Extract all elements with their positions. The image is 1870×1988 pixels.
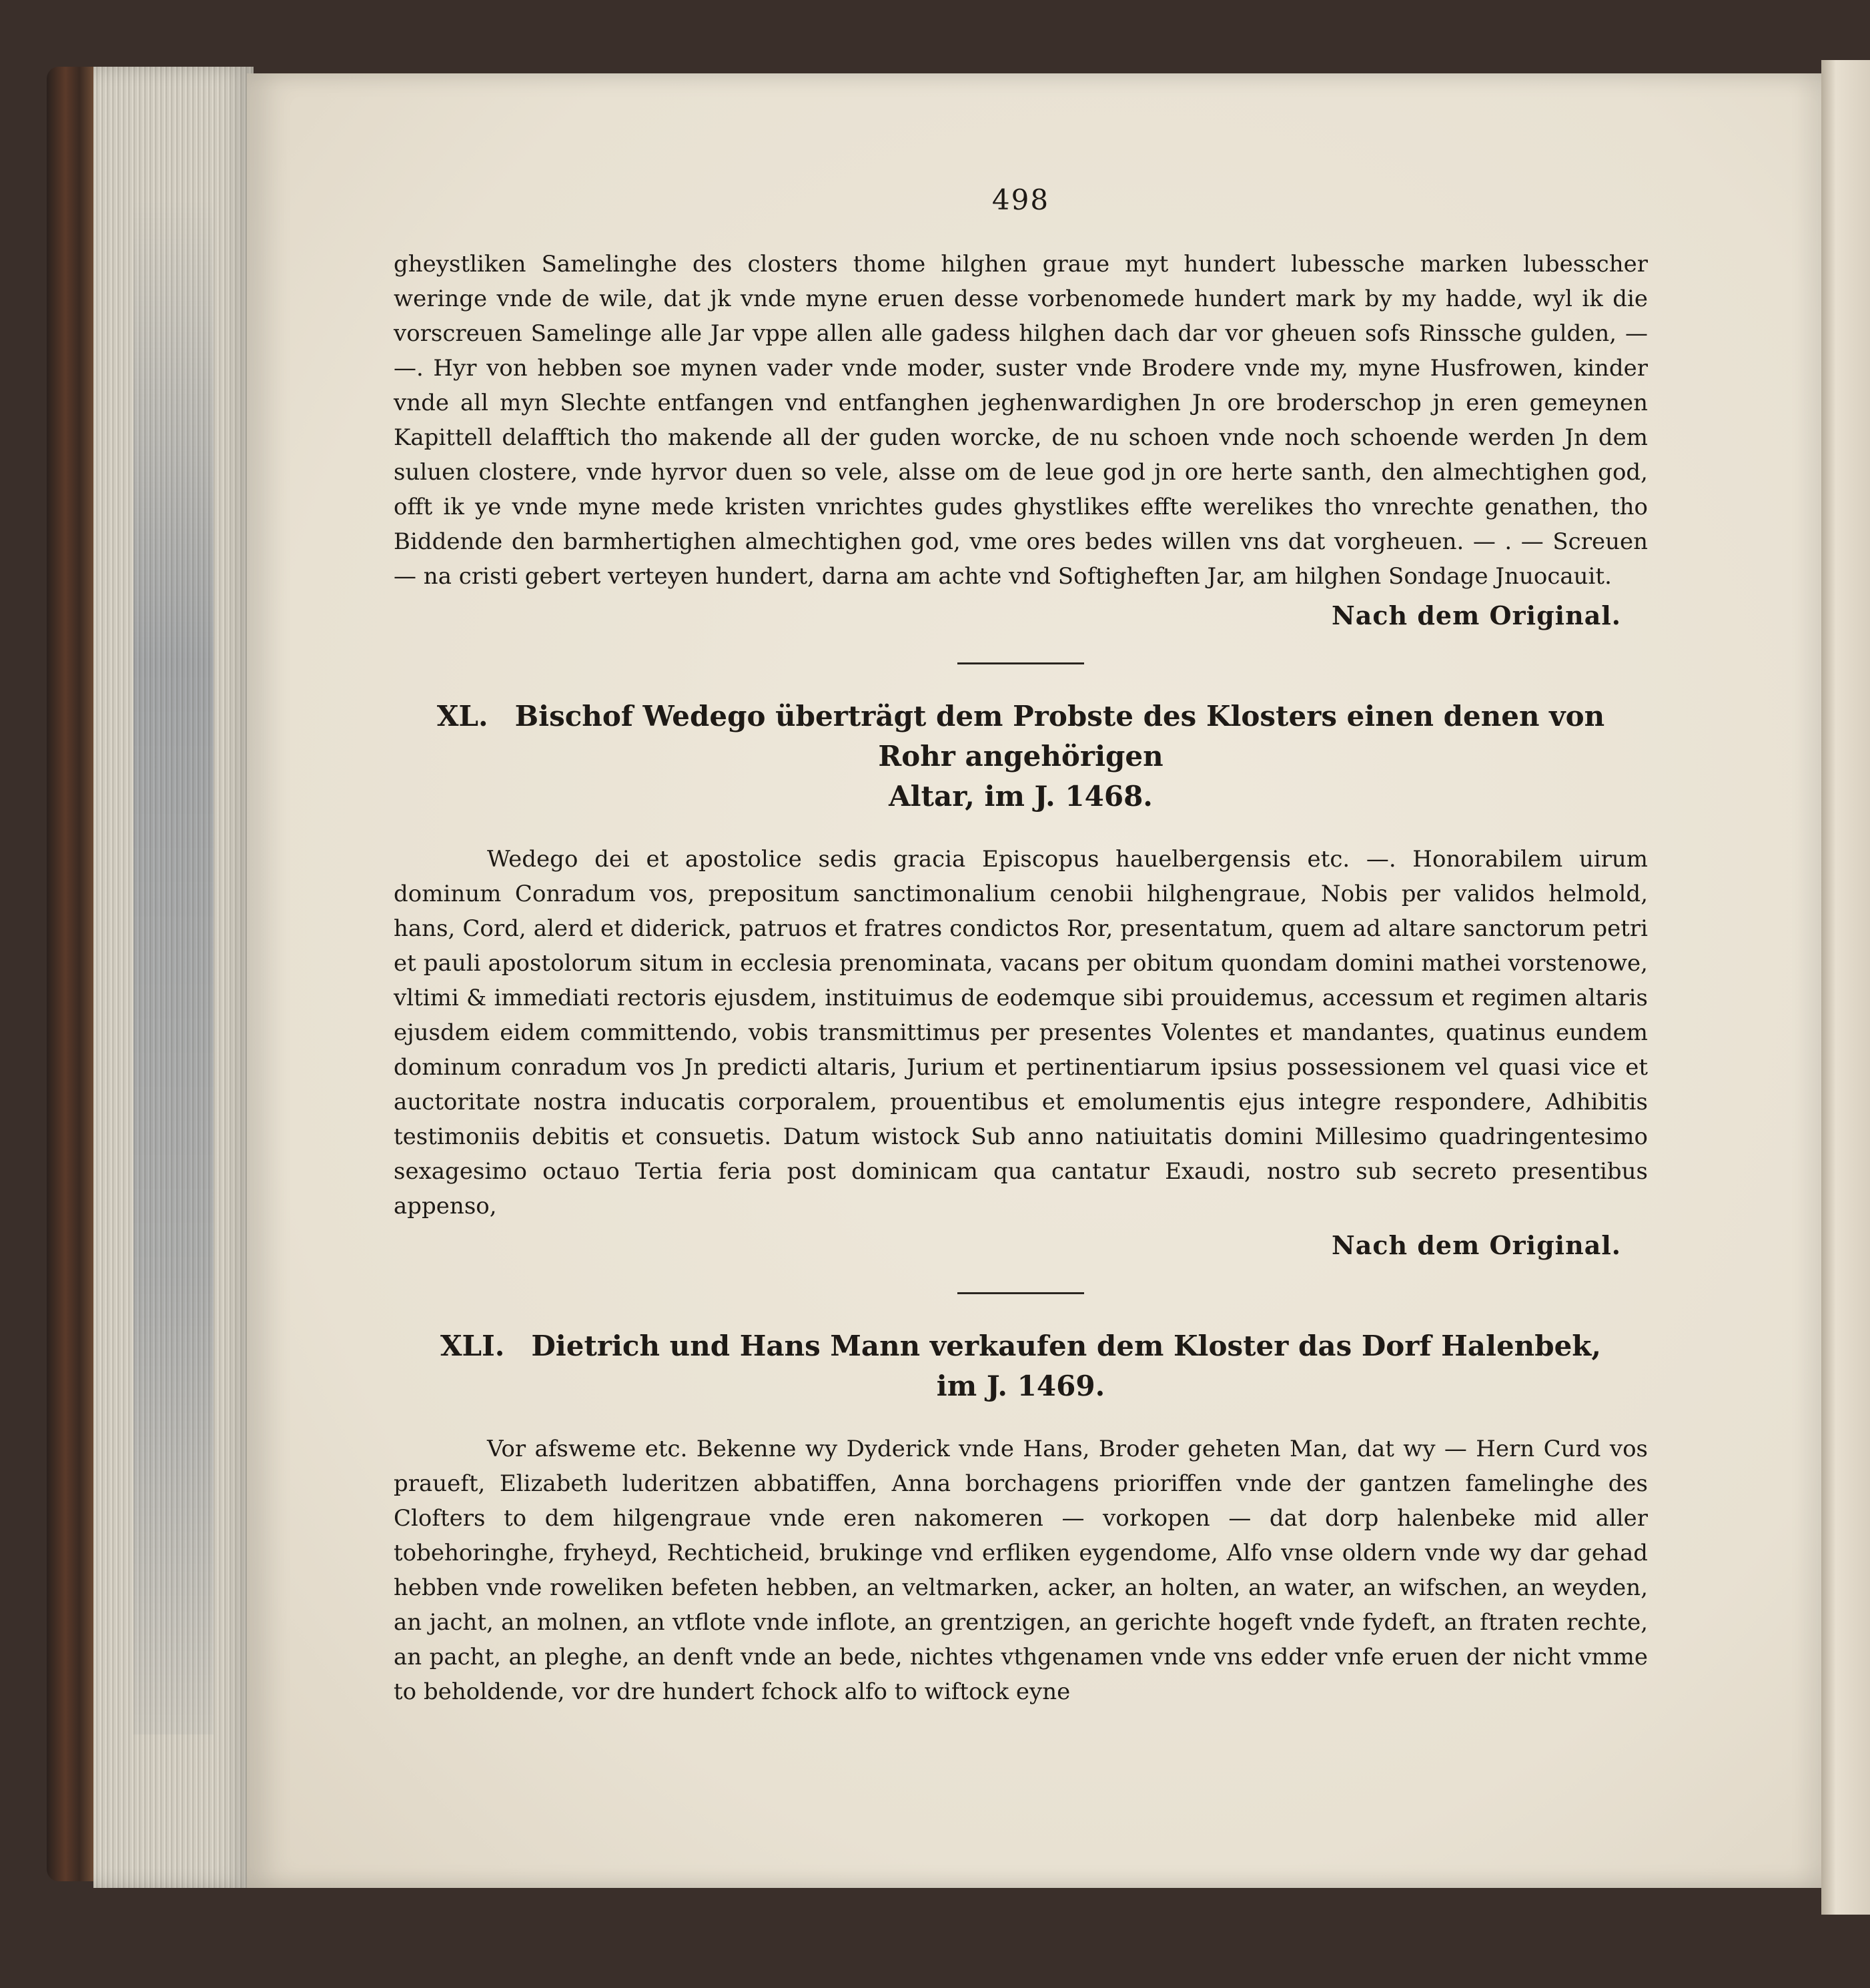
section-number: XL. bbox=[436, 700, 488, 732]
section-title-line2: im J. 1469. bbox=[936, 1370, 1105, 1402]
page-content bbox=[394, 183, 1648, 1709]
document-text: Wedego dei et apostolice sedis gracia Episcopus hauelbergensis etc. —. Honorabilem uirum dominum Conradum vos, prepositum sanctimonalium cenobii hilghengraue, Nobis per validos helmold, hans, Cord, alerd et diderick, patruos et fratres condictos Ror, presentatum, quem ad altare sanctorum petri et pauli apostolorum situm in ecclesia prenominata, vacans per obitum quondam domini mathei vorstenowe, vltimi & immediati rectoris ejusdem, instituimus de eodemque sibi prouidemus, accessum et regimen altaris ejusdem eidem committendo, vobis transmittimus per presentes Volentes et mandantes, quatinus eundem dominum conradum vos Jn predicti altaris, Jurium et pertinentiarum ipsius possessionem vel quasi vice et auctoritate nostra inducatis corporalem, prouentibus et emolumentis ejus integre respondere, Adhibitis testimoniis debitis et consuetis. Datum wistock Sub anno natiuitatis domini Millesimo quadringentesimo sexagesimo octauo Tertia feria post dominicam qua cantatur Exaudi, nostro sub secreto presentibus appenso, bbox=[394, 846, 1648, 1219]
document-text: Vor afsweme etc. Bekenne wy Dyderick vnde Hans, Broder geheten Man, dat wy — Hern Curd vos praueft, Elizabeth luderitzen abbatiffen, Anna borchagens prioriffen vnde der gantzen famelinghe des Clofters to dem hilgengraue vnde eren nakomeren — vorkopen — dat dorp halenbeke mid aller tobehoringhe, fryheyd, Rechticheid, brukinge vnd erfliken eygendome, Alfo vnse oldern vnde wy dar gehad hebben vnde roweliken befeten hebben, an veltmarken, acker, an holten, an water, an wifschen, an weyden, an jacht, an molnen, an vtflote vnde inflote, an grentzigen, an gerichte hogeft vnde fydeft, an ftraten rechte, an pacht, an pleghe, an denft vnde an bede, nichtes vthgenamen vnde vns edder vnfe eruen der nicht vmme to beholdende, vor dre hundert fchock alfo to wiftock eyne bbox=[394, 1436, 1648, 1705]
section-number: XLI. bbox=[440, 1330, 505, 1362]
section-title-line2: Altar, im J. 1468. bbox=[889, 780, 1153, 813]
source-note: Nach dem Original. bbox=[1331, 1230, 1621, 1260]
source-note: Nach dem Original. bbox=[1331, 600, 1621, 630]
section-divider bbox=[957, 1292, 1084, 1294]
section-divider bbox=[957, 662, 1084, 664]
facing-page-edge bbox=[1821, 60, 1870, 1915]
section-heading bbox=[394, 1326, 1648, 1406]
page-block-edges bbox=[93, 67, 254, 1888]
book-page bbox=[247, 73, 1821, 1888]
document-text: gheystliken Samelinghe des closters thome hilghen graue myt hundert lubessche marken lubesscher weringe vnde de wile, dat jk vnde myne eruen desse vorbenomede hundert mark by my hadde, wyl ik die vorscreuen Samelinge alle Jar vppe allen alle gadess hilghen dach dar vor gheuen sofs Rinssche gulden, — —. Hyr von hebben soe mynen vader vnde moder, suster vnde Brodere vnde my, myne Husfrowen, kinder vnde all myn Slechte entfangen vnd entfanghen jeghenwardighen Jn ore broderschop jn eren gemeynen Kapittell delafftich tho makende all der guden worcke, de nu schoen vnde noch schoende werden Jn dem suluen clostere, vnde hyrvor duen so vele, alsse om de leue god jn ore herte santh, den almechtighen god, offt ik ye vnde myne mede kristen vnrichtes gudes ghystlikes effte werelikes tho vnrechte genathen, tho Biddende den barmhertighen almechtighen god, vme ores bedes willen vns dat vorgheuen. — . — Screuen — na cristi gebert verteyen hundert, darna am achte vnd Softigheften Jar, am hilghen Sondage Jnuocauit. bbox=[394, 251, 1648, 590]
book-cover-edge bbox=[47, 67, 93, 1881]
page-number: 498 bbox=[991, 183, 1050, 216]
section-heading bbox=[394, 696, 1648, 817]
section-title: Dietrich und Hans Mann verkaufen dem Kloster das Dorf Halenbek, bbox=[531, 1330, 1602, 1362]
section-title: Bischof Wedego überträgt dem Probste des Klosters einen denen von Rohr angehörigen bbox=[514, 700, 1605, 773]
